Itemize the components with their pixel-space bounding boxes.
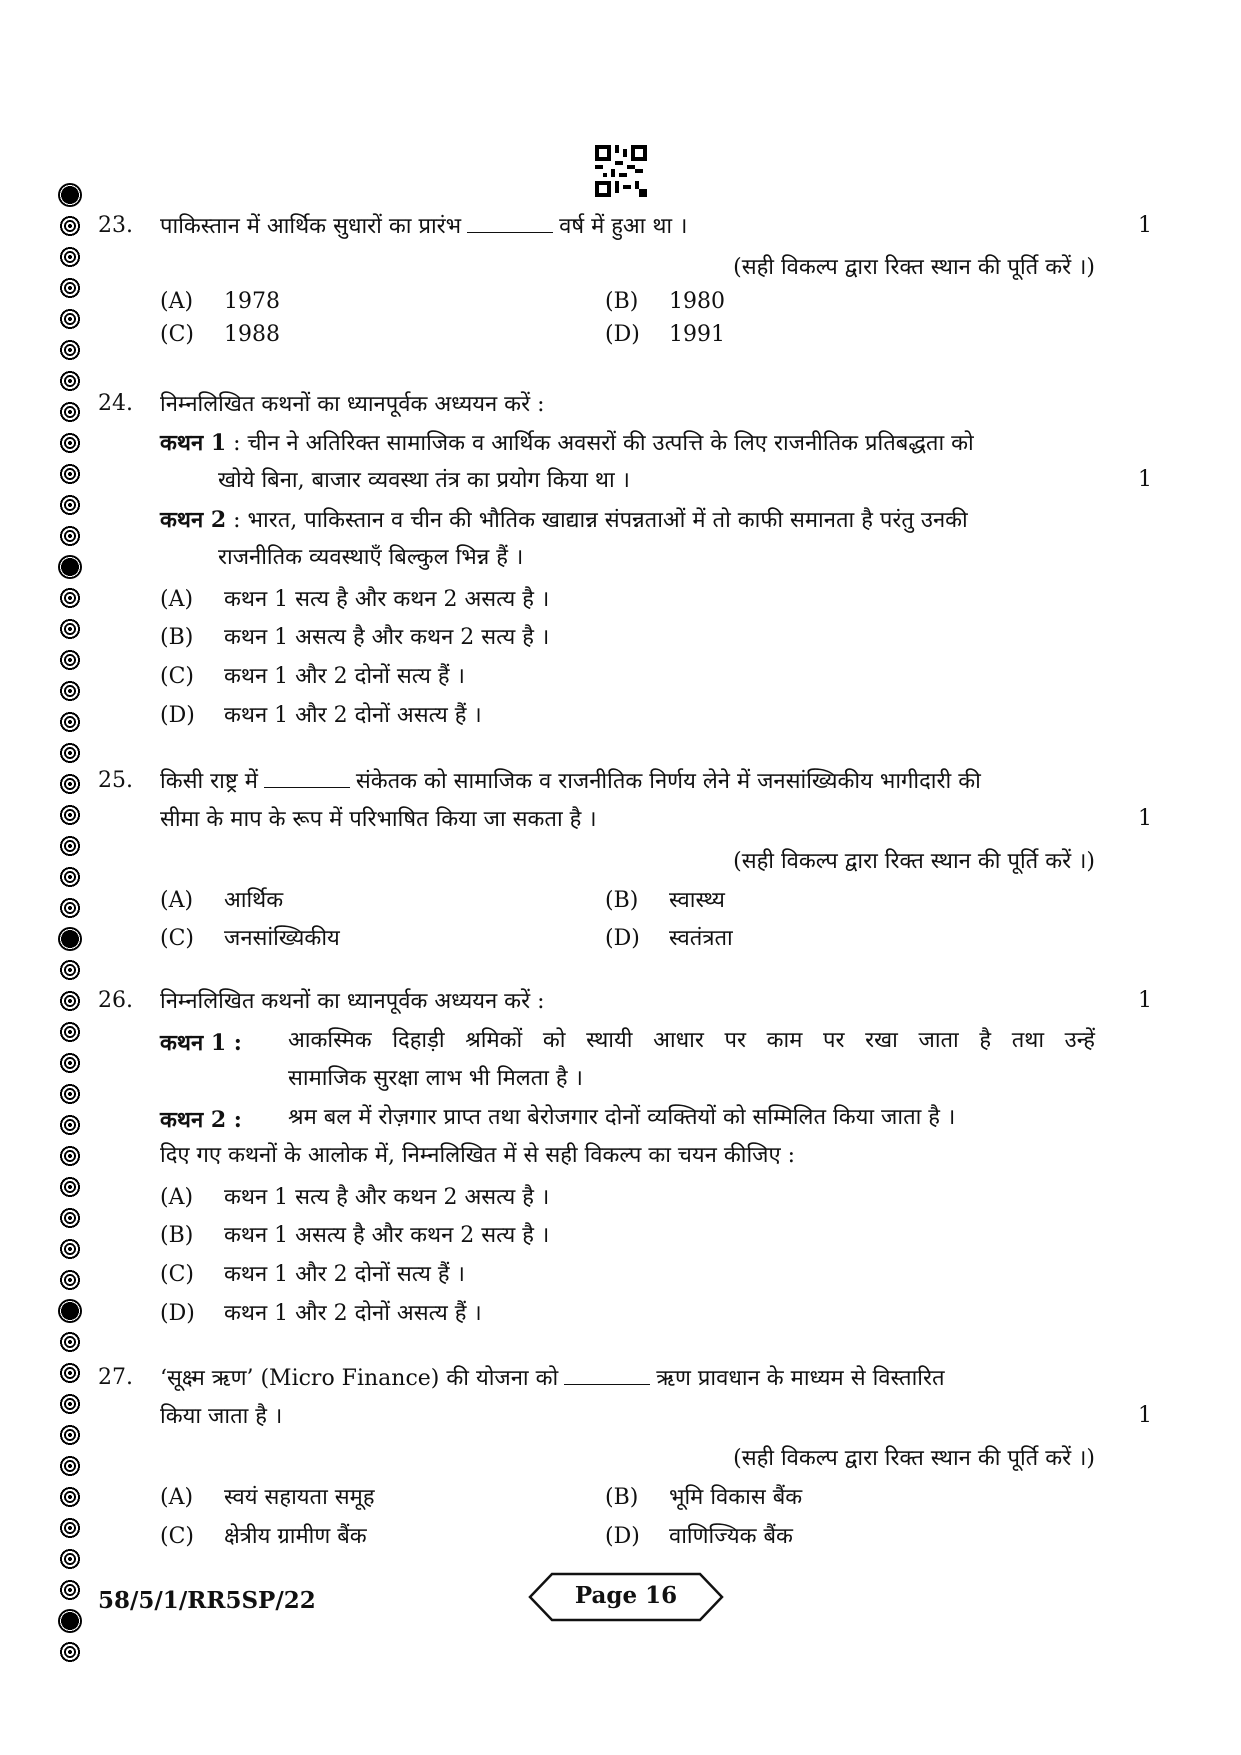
question-text-continued: सीमा के माप के रूप में परिभाषित किया जा सकता है । xyxy=(160,807,597,832)
statement-1-label: कथन 1 : xyxy=(160,1030,242,1056)
ring-mark-icon xyxy=(58,431,82,455)
ring-mark-icon xyxy=(58,1640,82,1664)
ring-mark-icon xyxy=(58,1423,82,1447)
ring-mark-icon xyxy=(58,1268,82,1292)
marks: 1 xyxy=(1138,213,1152,238)
ring-mark-icon xyxy=(58,1020,82,1044)
ring-mark-icon xyxy=(58,1051,82,1075)
option-d: (D) स्वतंत्रता xyxy=(605,926,733,951)
question-intro: निम्नलिखित कथनों का ध्यानपूर्वक अध्ययन करें : xyxy=(160,989,545,1014)
question-text-part: ऋण प्रावधान के माध्यम से विस्तारित xyxy=(656,1366,945,1391)
ring-mark-icon xyxy=(58,493,82,517)
ring-mark-icon xyxy=(58,803,82,827)
question-text-part: ‘सूक्ष्म ऋण’ (Micro Finance) की योजना को xyxy=(160,1366,559,1391)
option-a: (A) स्वयं सहायता समूह xyxy=(160,1485,375,1510)
ring-mark-icon xyxy=(58,1175,82,1199)
question-text xyxy=(160,1365,1095,1394)
marks: 1 xyxy=(1138,806,1152,831)
ring-mark-icon xyxy=(58,1485,82,1509)
question-intro: निम्नलिखित कथनों का ध्यानपूर्वक अध्ययन करें : xyxy=(160,392,545,417)
option-c: (C) जनसांख्यिकीय xyxy=(160,926,340,951)
question-instruction: दिए गए कथनों के आलोक में, निम्नलिखित में से सही विकल्प का चयन कीजिए : xyxy=(160,1143,796,1168)
ring-mark-icon xyxy=(58,183,82,207)
ring-mark-icon xyxy=(58,1237,82,1261)
paper-code: 58/5/1/RR5SP/22 xyxy=(98,1587,316,1614)
question-text-part: पाकिस्तान में आर्थिक सुधारों का प्रारंभ xyxy=(160,214,462,239)
question-number: 24. xyxy=(98,391,133,416)
question-text xyxy=(160,213,1095,242)
statement-text: : चीन ने अतिरिक्त सामाजिक व आर्थिक अवसरों की उत्पत्ति के लिए राजनीतिक प्रतिबद्धता को xyxy=(226,431,974,456)
question-text-part: वर्ष में हुआ था । xyxy=(559,214,688,239)
ring-mark-icon xyxy=(58,710,82,734)
ring-mark-icon xyxy=(58,1392,82,1416)
ring-mark-icon xyxy=(58,1547,82,1571)
page-number: Page 16 xyxy=(574,1582,678,1609)
ring-mark-icon xyxy=(58,865,82,889)
ring-mark-icon xyxy=(58,1361,82,1385)
option-d: (D) वाणिज्यिक बैंक xyxy=(605,1524,793,1549)
ring-mark-icon xyxy=(58,276,82,300)
option-c: (C) कथन 1 और 2 दोनों सत्य हैं । xyxy=(160,1262,465,1287)
question-text xyxy=(160,768,1095,797)
option-b: (B) कथन 1 असत्य है और कथन 2 सत्य है । xyxy=(160,1223,550,1248)
statement-1-continued: खोये बिना, बाजार व्यवस्था तंत्र का प्रयोग किया था । xyxy=(218,468,631,493)
question-number: 25. xyxy=(98,768,133,793)
fill-blank-instruction: (सही विकल्प द्वारा रिक्त स्थान की पूर्ति करें ।) xyxy=(733,849,1095,874)
ring-mark-icon xyxy=(58,400,82,424)
ring-mark-icon xyxy=(58,524,82,548)
option-a: (A) कथन 1 सत्य है और कथन 2 असत्य है । xyxy=(160,587,550,612)
ring-mark-icon xyxy=(58,741,82,765)
ring-mark-icon xyxy=(58,958,82,982)
margin-ring-strip xyxy=(58,183,88,1671)
marks: 1 xyxy=(1138,1403,1152,1428)
option-b: (B) कथन 1 असत्य है और कथन 2 सत्य है । xyxy=(160,625,550,650)
ring-mark-icon xyxy=(58,1516,82,1540)
option-a: (A) 1978 xyxy=(160,289,280,314)
option-b: (B) 1980 xyxy=(605,289,725,314)
ring-mark-icon xyxy=(58,617,82,641)
statement-2-continued: राजनीतिक व्यवस्थाएँ बिल्कुल भिन्न हैं । xyxy=(218,545,524,570)
question-number: 23. xyxy=(98,213,133,238)
qr-code-icon xyxy=(595,145,647,197)
ring-mark-icon xyxy=(58,834,82,858)
ring-mark-icon xyxy=(58,1144,82,1168)
option-a: (A) कथन 1 सत्य है और कथन 2 असत्य है । xyxy=(160,1185,550,1210)
ring-mark-icon xyxy=(58,555,82,579)
marks: 1 xyxy=(1138,988,1152,1013)
ring-mark-icon xyxy=(58,369,82,393)
ring-mark-icon xyxy=(58,927,82,951)
question-number: 26. xyxy=(98,988,133,1013)
fill-blank-instruction: (सही विकल्प द्वारा रिक्त स्थान की पूर्ति करें ।) xyxy=(733,255,1095,280)
option-a: (A) आर्थिक xyxy=(160,888,284,913)
fill-blank xyxy=(564,1366,650,1385)
question-text-part: किसी राष्ट्र में xyxy=(160,769,258,794)
ring-mark-icon xyxy=(58,1299,82,1323)
option-c: (C) कथन 1 और 2 दोनों सत्य हैं । xyxy=(160,664,465,689)
ring-mark-icon xyxy=(58,1454,82,1478)
ring-mark-icon xyxy=(58,896,82,920)
ring-mark-icon xyxy=(58,679,82,703)
ring-mark-icon xyxy=(58,245,82,269)
statement-text: : भारत, पाकिस्तान व चीन की भौतिक खाद्यान्न संपन्नताओं में तो काफी समानता है परंतु उनकी xyxy=(226,508,968,533)
ring-mark-icon xyxy=(58,1330,82,1354)
option-c: (C) 1988 xyxy=(160,322,280,347)
statement-label: कथन 1 xyxy=(160,430,227,456)
ring-mark-icon xyxy=(58,772,82,796)
ring-mark-icon xyxy=(58,989,82,1013)
option-b: (B) भूमि विकास बैंक xyxy=(605,1485,803,1510)
marks: 1 xyxy=(1138,467,1152,492)
statement-1-continued: सामाजिक सुरक्षा लाभ भी मिलता है । xyxy=(288,1066,583,1091)
question-number: 27. xyxy=(98,1365,133,1390)
ring-mark-icon xyxy=(58,1578,82,1602)
question-text-part: संकेतक को सामाजिक व राजनीतिक निर्णय लेने में जनसांख्यिकीय भागीदारी की xyxy=(355,769,981,794)
option-d: (D) कथन 1 और 2 दोनों असत्य हैं । xyxy=(160,1301,482,1326)
ring-mark-icon xyxy=(58,214,82,238)
option-d: (D) कथन 1 और 2 दोनों असत्य हैं । xyxy=(160,703,482,728)
fill-blank-instruction: (सही विकल्प द्वारा रिक्त स्थान की पूर्ति करें ।) xyxy=(733,1446,1095,1471)
statement-label: कथन 2 xyxy=(160,507,227,533)
ring-mark-icon xyxy=(58,338,82,362)
option-d: (D) 1991 xyxy=(605,322,725,347)
statement-1-text: आकस्मिक दिहाड़ी श्रमिकों को स्थायी आधार पर काम पर रखा जाता है तथा उन्हें xyxy=(288,1028,1095,1053)
ring-mark-icon xyxy=(58,1113,82,1137)
option-b: (B) स्वास्थ्य xyxy=(605,888,725,913)
ring-mark-icon xyxy=(58,1082,82,1106)
fill-blank xyxy=(467,214,553,233)
ring-mark-icon xyxy=(58,307,82,331)
ring-mark-icon xyxy=(58,648,82,672)
question-text-continued: किया जाता है । xyxy=(160,1404,283,1429)
option-c: (C) क्षेत्रीय ग्रामीण बैंक xyxy=(160,1524,367,1549)
statement-2-text: श्रम बल में रोज़गार प्राप्त तथा बेरोजगार दोनों व्यक्तियों को सम्मिलित किया जाता है । xyxy=(288,1105,956,1130)
ring-mark-icon xyxy=(58,462,82,486)
statement-1 xyxy=(160,429,1095,459)
fill-blank xyxy=(264,769,350,788)
statement-2 xyxy=(160,506,1095,536)
ring-mark-icon xyxy=(58,1206,82,1230)
statement-2-label: कथन 2 : xyxy=(160,1107,242,1133)
ring-mark-icon xyxy=(58,586,82,610)
ring-mark-icon xyxy=(58,1609,82,1633)
